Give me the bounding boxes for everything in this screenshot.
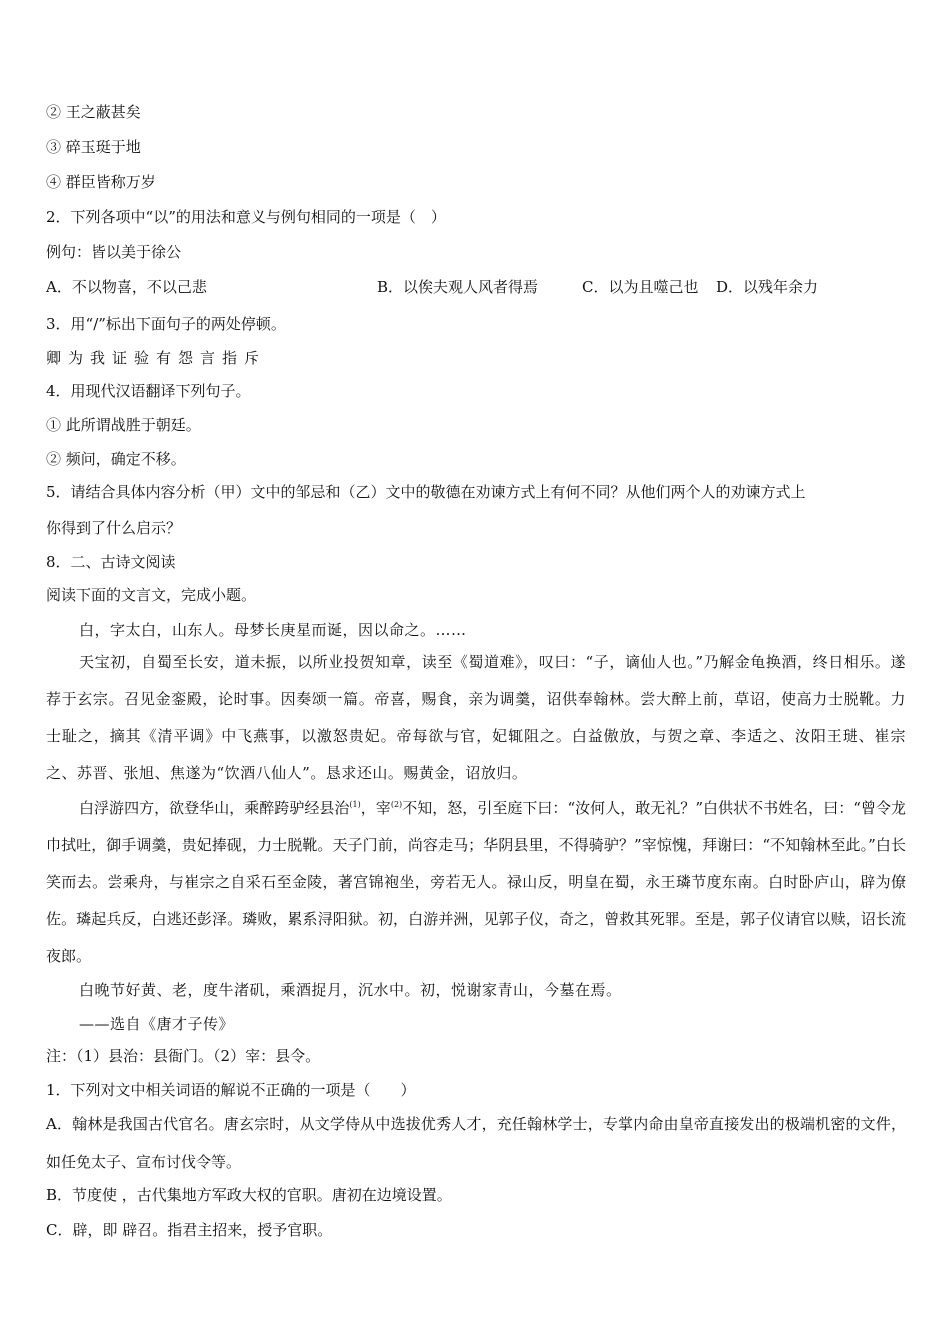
question-2-stem: 2．下列各项中“以”的用法和意义与例句相同的一项是（ ）	[46, 208, 446, 226]
question-5-line-1: 5．请结合具体内容分析（甲）文中的邹忌和（乙）文中的敬德在劝谏方式上有何不同？从他们两个人的劝谏方式上	[46, 483, 806, 501]
passage-paragraph-1: 白，字太白，山东人。母梦长庚星而诞，因以命之。……	[79, 621, 467, 639]
passage-paragraph-3	[46, 790, 906, 975]
passage-paragraph-4: 白晚节好黄、老，度牛渚矶，乘酒捉月，沉水中。初，悦谢家青山，今墓在焉。	[79, 981, 622, 999]
question-3-stem: 3．用“/”标出下面句子的两处停顿。	[46, 315, 286, 333]
sub-question-1-option-a: A．翰林是我国古代官名。唐玄宗时，从文学侍从中选拔优秀人才，充任翰林学士，专掌内命由皇帝直接发出的极端机密的文件，如任免太子、宣布讨伐令等。	[46, 1115, 906, 1171]
sub-question-1-option-c: C．辟，即 辟召。指君主招来，授予官职。	[46, 1221, 333, 1239]
passage-paragraph-3-part-a: 白浮游四方，欲登华山，乘醉跨驴经县治	[79, 799, 350, 817]
passage-source: ——选自《唐才子传》	[79, 1015, 235, 1033]
question-2-example: 例句：皆以美于徐公	[46, 243, 182, 261]
item-4-text: ④ 群臣皆称万岁	[46, 173, 156, 191]
passage-notes: 注：（1）县治：县衙门。（2）宰：县令。	[46, 1047, 321, 1065]
question-4-item-1: ① 此所谓战胜于朝廷。	[46, 416, 201, 434]
passage-paragraph-3-part-c: 不知，怒，引至庭下曰：“汝何人，敢无礼？”白供状不书姓名，曰：“曾令龙巾拭吐，御手调羹，贵妃捧砚，力士脱靴。天子门前，尚容走马；华阴县里，不得骑驴？”宰惊愧，拜谢曰：“不知翰林至此。”白长笑而去。尝乘舟，与崔宗之自采石至金陵，著宫锦袍坐，旁若无人。禄山反，明皇在蜀，永王璘节度东南。白时卧庐山，辟为僚佐。璘起兵反，白逃还彭泽。璘败，累系浔阳狱。初，白游并洲，见郭子仪，奇之，曾救其死罪。至是，郭子仪请官以赎，诏长流夜郎。	[46, 799, 906, 965]
sub-question-1-stem: 1．下列对文中相关词语的解说不正确的一项是（ ）	[46, 1081, 416, 1099]
question-2-option-d: D．以残年余力	[716, 278, 819, 296]
item-3-text: ③ 碎玉珽于地	[46, 138, 141, 156]
question-5-line-2: 你得到了什么启示？	[46, 519, 182, 537]
question-2-option-b: B．以俟夫观人风者得焉	[377, 278, 539, 296]
question-2-option-a: A．不以物喜，不以己悲	[46, 278, 207, 296]
section-8-instruction: 阅读下面的文言文，完成小题。	[46, 586, 257, 604]
section-8-heading: 8．二、古诗文阅读	[46, 553, 176, 571]
sub-question-1-option-b: B．节度使 ，古代集地方军政大权的官职。唐初在边境设置。	[46, 1186, 452, 1204]
passage-paragraph-2: 天宝初，自蜀至长安，道未振，以所业投贺知章，读至《蜀道难》，叹曰：“子，谪仙人也。”乃解金龟换酒，终日相乐。遂荐于玄宗。召见金銮殿，论时事。因奏颂一篇。帝喜，赐食，亲为调羹，诏供奉翰林。尝大醉上前，草诏，使高力士脱靴。力士耻之，摘其《清平调》中飞燕事，以激怒贵妃。帝每欲与官，妃辄阻之。白益傲放，与贺之章、李适之、汝阳王琎、崔宗之、苏晋、张旭、焦遂为“饮酒八仙人”。恳求还山。赐黄金，诏放归。	[46, 653, 906, 782]
note-marker-2: (2)	[390, 800, 403, 809]
question-3-sentence: 卿为我证验有怨言指斥	[46, 349, 267, 367]
question-4-stem: 4．用现代汉语翻译下列句子。	[46, 382, 251, 400]
question-4-item-2: ② 频问，确定不移。	[46, 450, 186, 468]
note-marker-1: (1)	[349, 800, 361, 809]
item-2-text: ② 王之蔽甚矣	[46, 103, 141, 121]
question-2-option-c: C．以为且噬己也	[582, 278, 699, 296]
passage-paragraph-3-part-b: ，宰	[360, 799, 391, 817]
